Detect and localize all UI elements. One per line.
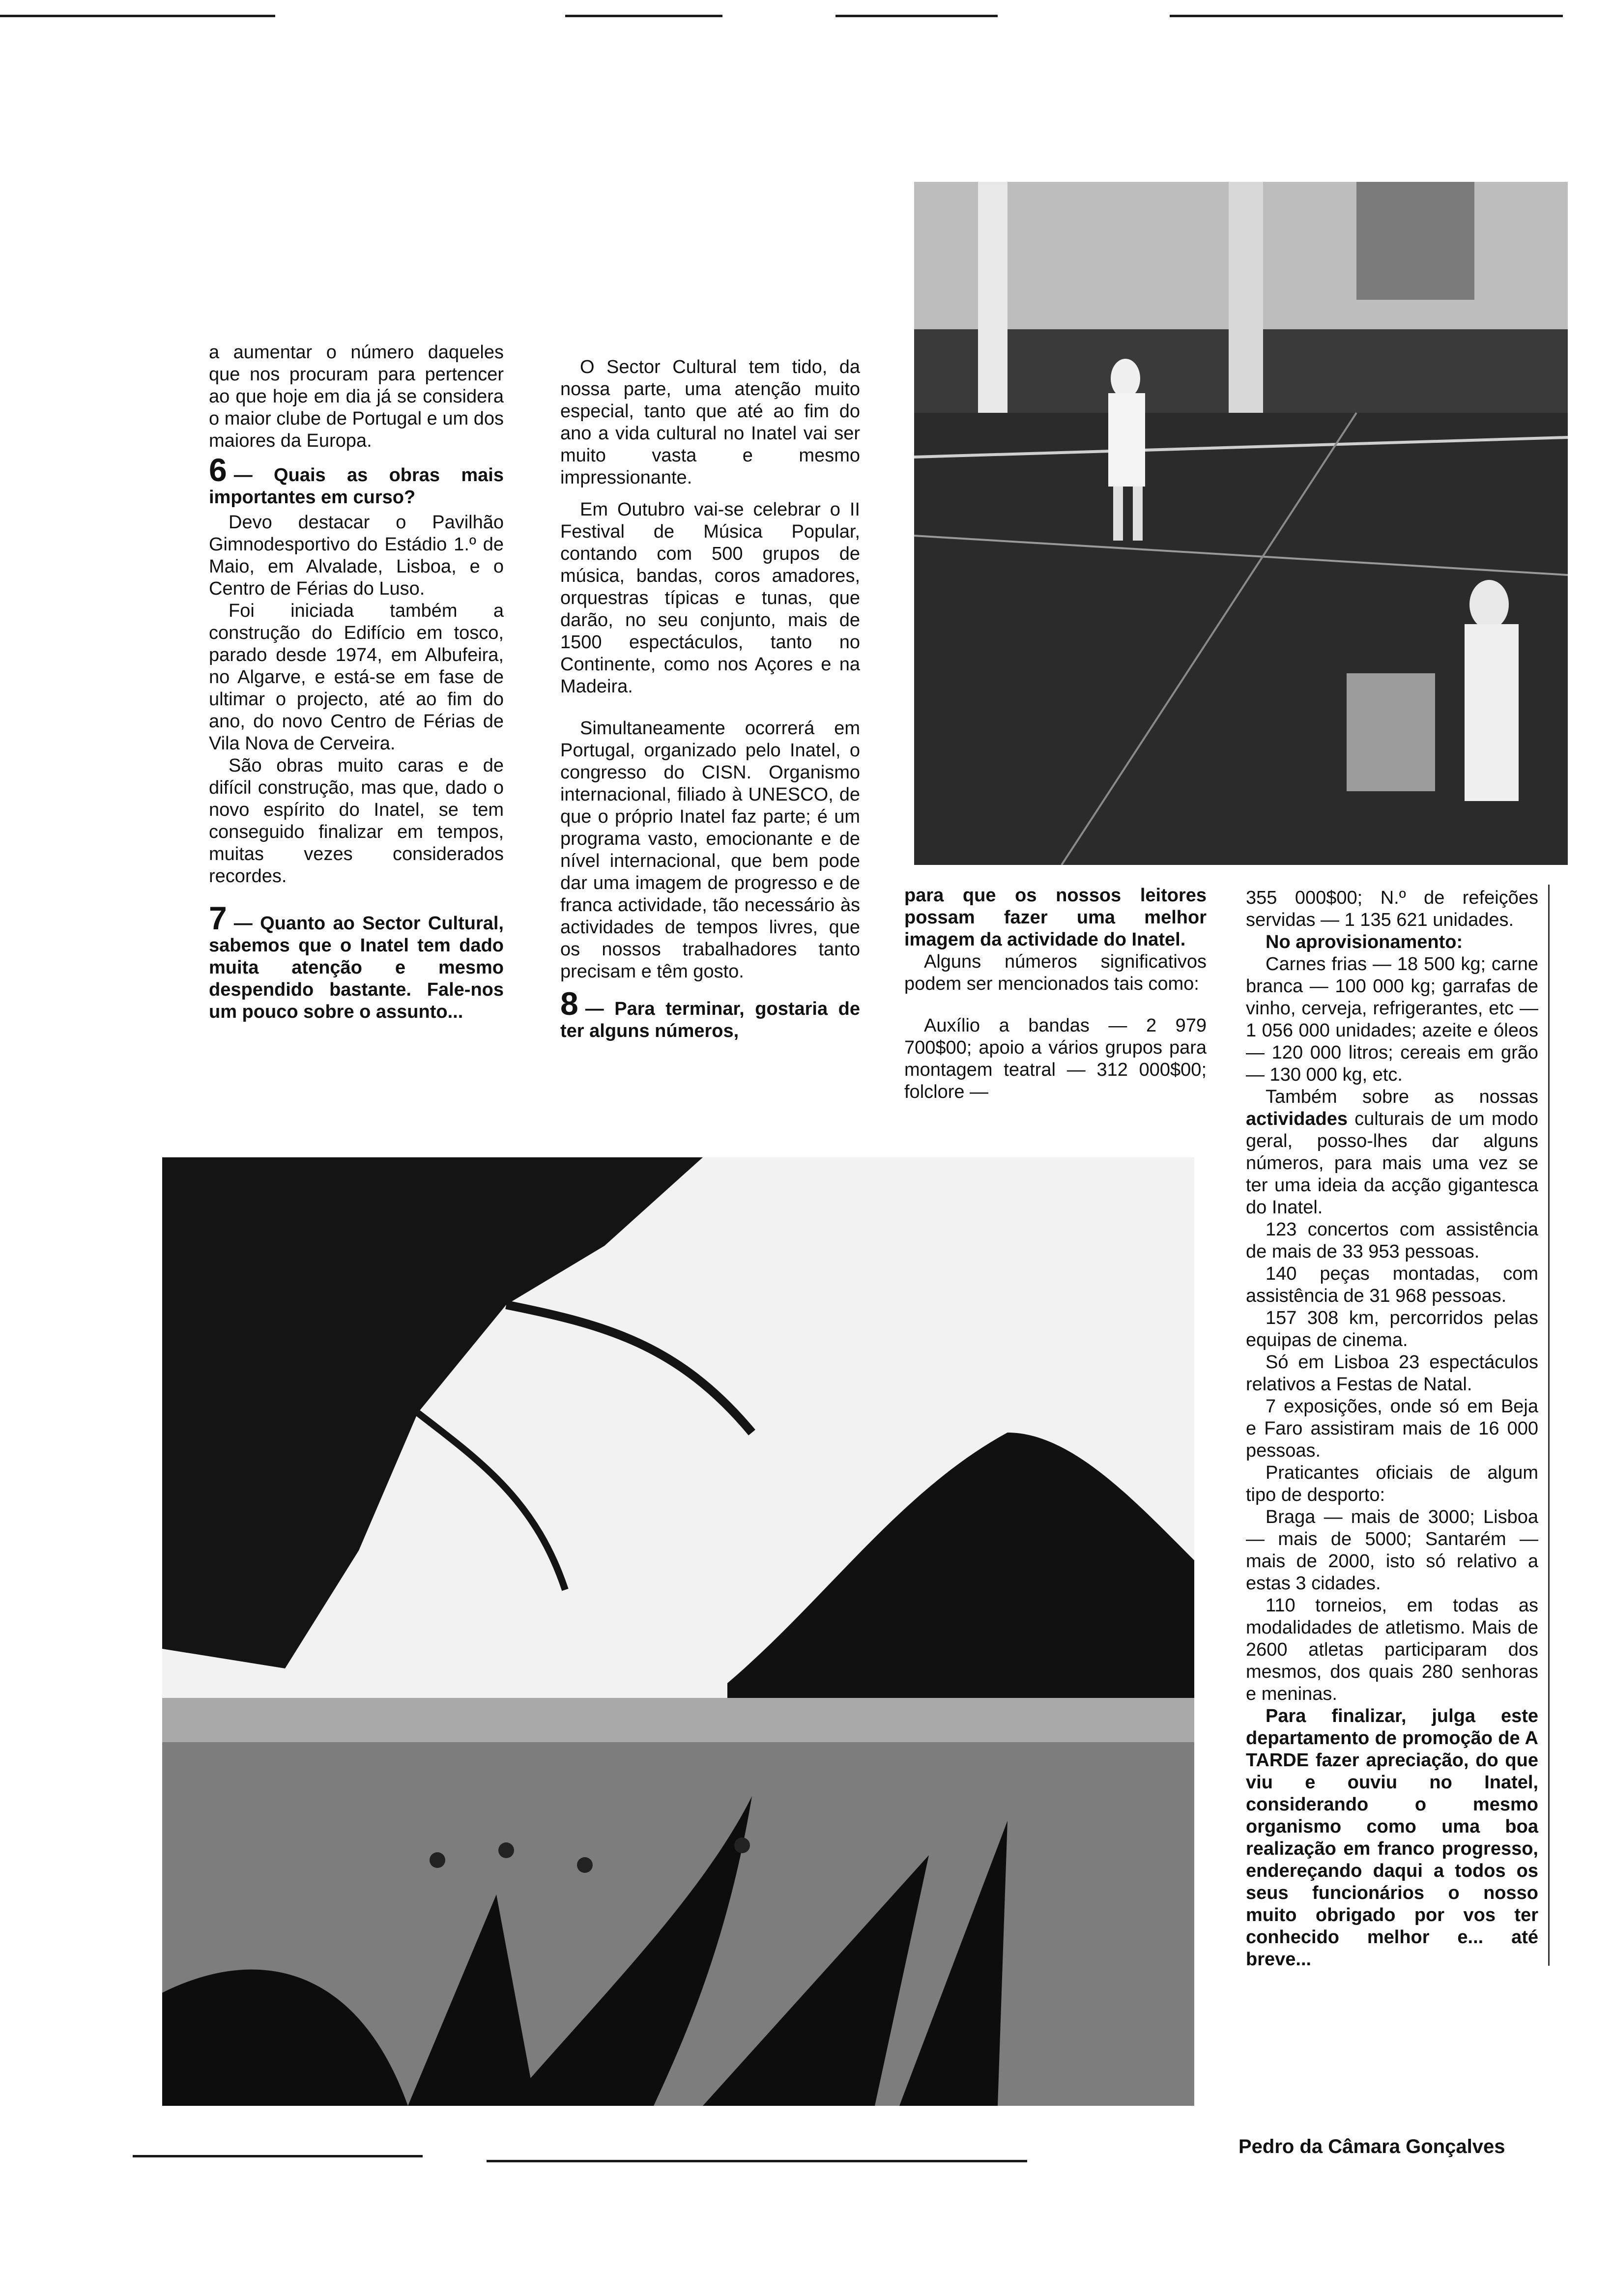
top-rule-1 [0, 15, 275, 17]
question-8-text: — Para terminar, gostaria de ter alguns números, [560, 999, 860, 1041]
lagoon-photo-image [162, 1157, 1194, 2106]
lagoon-photo [162, 1157, 1194, 2106]
col4-paragraph: 110 torneios, em todas as modalidades de atletismo. Mais de 2600 atletas participaram dos mesmos, dos quais 280 senhoras e meninas. [1246, 1595, 1538, 1704]
bottom-rule-2 [487, 2160, 1027, 2162]
tennis-photo-image [914, 182, 1568, 865]
top-rule-4 [1170, 15, 1563, 17]
col3-paragraph: Auxílio a bandas — 2 979 700$00; apoio a vários grupos para montagem teatral — 312 000$00; folclore — [904, 1015, 1207, 1102]
col4-paragraph: Só em Lisboa 23 espectáculos relativos a Festas de Natal. [1246, 1352, 1538, 1395]
author-signature: Pedro da Câmara Gonçalves [1238, 2136, 1505, 2157]
column-4 [1246, 887, 1538, 1971]
col1-paragraph: Foi iniciada também a construção do Edifício em tosco, parado desde 1974, em Albufeira, no Algarve, e está-se em fase de ultimar o projecto, até ao fim do ano, do novo Centro de Férias de Vila Nova de Cerveira. [209, 601, 504, 754]
bottom-rule-1 [133, 2155, 423, 2157]
question-6 [209, 452, 504, 509]
question-7-number: 7 [209, 900, 227, 936]
col3-paragraph: Alguns números significativos podem ser mencionados tais como: [904, 951, 1207, 994]
col4-subhead: No aprovisionamento: [1266, 932, 1463, 952]
col4-paragraph: 123 concertos com assistência de mais de 33 953 pessoas. [1246, 1219, 1538, 1262]
question-6-number: 6 [209, 452, 227, 488]
col4-paragraph: 7 exposições, onde só em Beja e Faro assistiram mais de 16 000 pessoas. [1246, 1396, 1538, 1461]
col4-paragraph: Carnes frias — 18 500 kg; carne branca — 100 000 kg; garrafas de vinho, cerveja, refrigerantes, etc — 1 056 000 unidades; azeite e óleos — 120 000 litros; cereais em grão — 130 000 kg, etc. [1246, 954, 1538, 1085]
column-2 [560, 356, 860, 1045]
col1-paragraph: São obras muito caras e de difícil construção, mas que, dado o novo espírito do Inatel, se tem conseguido finalizar em tempos, muitas vezes considerados recordes. [209, 755, 504, 887]
column-1 [209, 342, 504, 1026]
col4-paragraph: 355 000$00; N.º de refeições servidas — 1 135 621 unidades. [1246, 888, 1538, 930]
col1-paragraph: Devo destacar o Pavilhão Gimnodesportivo do Estádio 1.º de Maio, em Alvalade, Lisboa, e o Centro de Férias do Luso. [209, 512, 504, 599]
col4-paragraph: 157 308 km, percorridos pelas equipas de cinema. [1246, 1308, 1538, 1350]
col4-paragraph: Braga — mais de 3000; Lisboa — mais de 5000; Santarém — mais de 2000, isto só relativo a estas 3 cidades. [1246, 1507, 1538, 1594]
col4-text: culturais de um modo geral, posso-lhes dar alguns números, para mais uma vez se ter uma ideia da acção gigantesca do Inatel. [1246, 1109, 1538, 1218]
col4-text-bold: actividades [1246, 1109, 1348, 1129]
question-7-text: — Quanto ao Sector Cultural, sabemos que o Inatel tem dado muita atenção e mesmo despendido bastante. Fale-nos um pouco sobre o assunto... [209, 913, 504, 1022]
column-4-side-line [1548, 885, 1550, 1966]
tennis-photo [914, 182, 1568, 865]
col2-paragraph: Em Outubro vai-se celebrar o II Festival de Música Popular, contando com 500 grupos de música, bandas, coros amadores, orquestras típicas e tunas, que darão, no seu conjunto, mais de 1500 espectáculos, tanto no Continente, como nos Açores e na Madeira. [560, 499, 860, 697]
top-rule-3 [835, 15, 998, 17]
col2-paragraph: O Sector Cultural tem tido, da nossa parte, uma atenção muito especial, tanto que até ao fim do ano a vida cultural no Inatel vai ser muito vasta e mesmo impressionante. [560, 357, 860, 488]
question-8 [560, 985, 860, 1042]
col4-text: Também sobre as nossas [1266, 1087, 1538, 1107]
question-8-number: 8 [560, 985, 578, 1022]
col4-paragraph: 140 peças montadas, com assistência de 31 968 pessoas. [1246, 1263, 1538, 1306]
column-3 [904, 885, 1207, 1103]
col4-closing: Para finalizar, julga este departamento de promoção de A TARDE fazer apreciação, do que viu e ouviu no Inatel, considerando o mesmo organismo como uma boa realização em franco progresso, endereçando daqui a todos os seus funcionários o nosso muito obrigado por vos ter conhecido melhor e... até breve... [1246, 1706, 1538, 1970]
question-7 [209, 900, 504, 1023]
col4-paragraph [1246, 1086, 1538, 1219]
col2-paragraph: Simultaneamente ocorrerá em Portugal, organizado pelo Inatel, o congresso do CISN. Organismo internacional, filiado à UNESCO, de que o próprio Inatel faz parte; é um programa vasto, emocionante e de nível internacional, que bem pode dar uma imagem de progresso e de franca actividade, tão necessário às actividades de tempos livres, que os nossos trabalhadores tanto precisam e têm gosto. [560, 718, 860, 982]
col1-paragraph: a aumentar o número daqueles que nos procuram para pertencer ao que hoje em dia já se considera o maior clube de Portugal e um dos maiores da Europa. [209, 342, 504, 451]
question-8-continued: para que os nossos leitores possam fazer uma melhor imagem da actividade do Inatel. [904, 885, 1207, 950]
col4-paragraph: Praticantes oficiais de algum tipo de desporto: [1246, 1463, 1538, 1505]
question-6-text: — Quais as obras mais importantes em curso? [209, 465, 504, 508]
top-rule-2 [565, 15, 722, 17]
